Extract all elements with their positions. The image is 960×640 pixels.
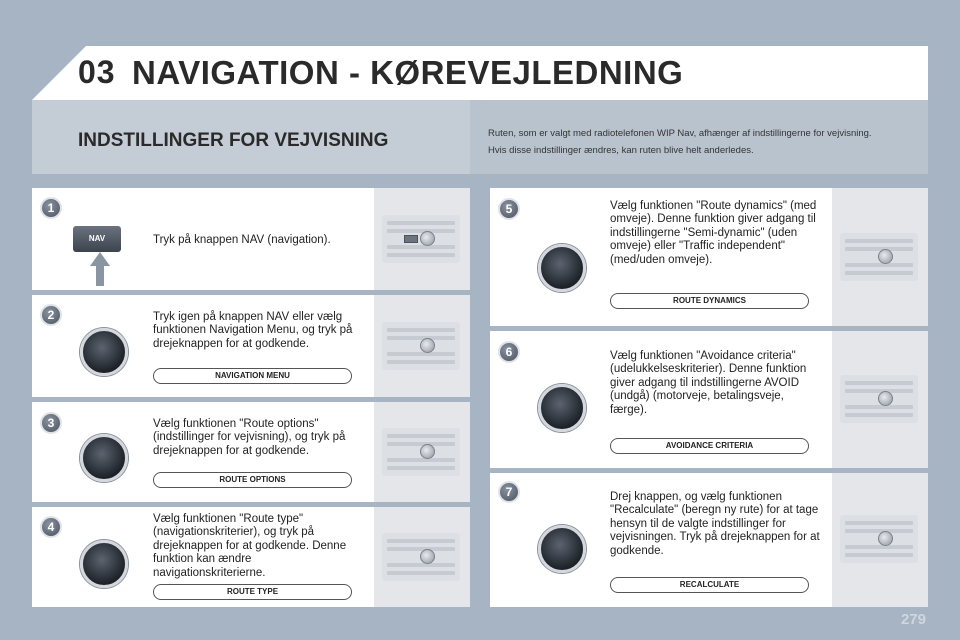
radio-illustration	[382, 215, 460, 263]
step-badge-7: 7	[498, 481, 520, 503]
step-text-7: Drej knappen, og vælg funktionen "Recalculate" (beregn ny rute) for at tage hensyn til de valgte indstillinger for vejvisningen. Tryk på drejeknappen for at godkende.	[610, 491, 820, 557]
dial-icon	[420, 444, 435, 459]
radio-illustration	[840, 233, 918, 281]
radio-screenshot	[832, 331, 928, 468]
step-text-5: Vælg funktionen "Route dynamics" (med omveje). Denne funktion giver adgang til indstillingerne "Semi-dynamic" (uden omveje) eller "Traffic independent" (med/uden omveje).	[610, 200, 817, 266]
intro-line-2: Hvis disse indstillinger ændres, kan ruten blive helt anderledes.	[488, 145, 754, 156]
menu-label-recalculate: RECALCULATE	[610, 577, 809, 593]
rotary-knob-icon	[538, 384, 586, 432]
menu-label-avoidance-criteria: AVOIDANCE CRITERIA	[610, 438, 809, 454]
step-badge-5: 5	[498, 198, 520, 220]
step-text-1: Tryk på knappen NAV (navigation).	[153, 234, 331, 246]
radio-screenshot	[832, 188, 928, 326]
step-text-4: Vælg funktionen "Route type" (navigationskriterier), og tryk på drejeknappen for at godkende. Denne funktion kan ændre navigationskriterierne.	[153, 513, 347, 579]
dial-icon	[878, 249, 893, 264]
radio-screenshot	[374, 295, 470, 397]
step-badge-2: 2	[40, 304, 62, 326]
menu-label-route-options: ROUTE OPTIONS	[153, 472, 352, 488]
dial-icon	[878, 391, 893, 406]
radio-illustration	[840, 515, 918, 563]
radio-illustration	[840, 375, 918, 423]
rotary-knob-icon	[80, 434, 128, 482]
radio-illustration	[382, 322, 460, 370]
rotary-knob-icon	[538, 244, 586, 292]
radio-illustration	[382, 428, 460, 476]
dial-icon	[420, 231, 435, 246]
dial-icon	[420, 338, 435, 353]
section-number: 03	[78, 54, 116, 90]
rotary-knob-icon	[80, 328, 128, 376]
dial-icon	[420, 549, 435, 564]
rotary-knob-icon	[538, 525, 586, 573]
step-text-2: Tryk igen på knappen NAV eller vælg funktionen Navigation Menu, og tryk på drejeknappen for at godkende.	[153, 311, 353, 350]
page-title: NAVIGATION - KØREVEJLEDNING	[132, 54, 684, 91]
radio-screenshot	[832, 473, 928, 607]
step-badge-1: 1	[40, 197, 62, 219]
page-number: 279	[900, 611, 926, 628]
menu-label-route-dynamics: ROUTE DYNAMICS	[610, 293, 809, 309]
radio-screenshot	[374, 507, 470, 607]
intro-line-1: Ruten, som er valgt med radiotelefonen WIP Nav, afhænger af indstillingerne for vejvisning.	[488, 128, 872, 139]
rotary-knob-icon	[80, 540, 128, 588]
nav-button-icon: NAV	[73, 226, 121, 252]
up-arrow-stem	[96, 264, 104, 286]
radio-screenshot	[374, 188, 470, 290]
radio-screenshot	[374, 402, 470, 502]
step-text-3: Vælg funktionen "Route options" (indstillinger for vejvisning), og tryk på drejeknappen for at godkende.	[153, 418, 346, 457]
step-badge-3: 3	[40, 412, 62, 434]
menu-label-navigation-menu: NAVIGATION MENU	[153, 368, 352, 384]
dial-icon	[878, 531, 893, 546]
radio-illustration	[382, 533, 460, 581]
intro-text	[488, 125, 918, 159]
step-text-6: Vælg funktionen "Avoidance criteria" (udelukkelseskriterier). Denne funktion giver adgang til indstillingerne AVOID (undgå) (motorveje, betalingsveje, færge).	[610, 350, 807, 416]
nav-key-highlight	[404, 235, 418, 243]
subtitle: INDSTILLINGER FOR VEJVISNING	[78, 130, 389, 151]
menu-label-route-type: ROUTE TYPE	[153, 584, 352, 600]
step-badge-4: 4	[40, 516, 62, 538]
step-badge-6: 6	[498, 341, 520, 363]
